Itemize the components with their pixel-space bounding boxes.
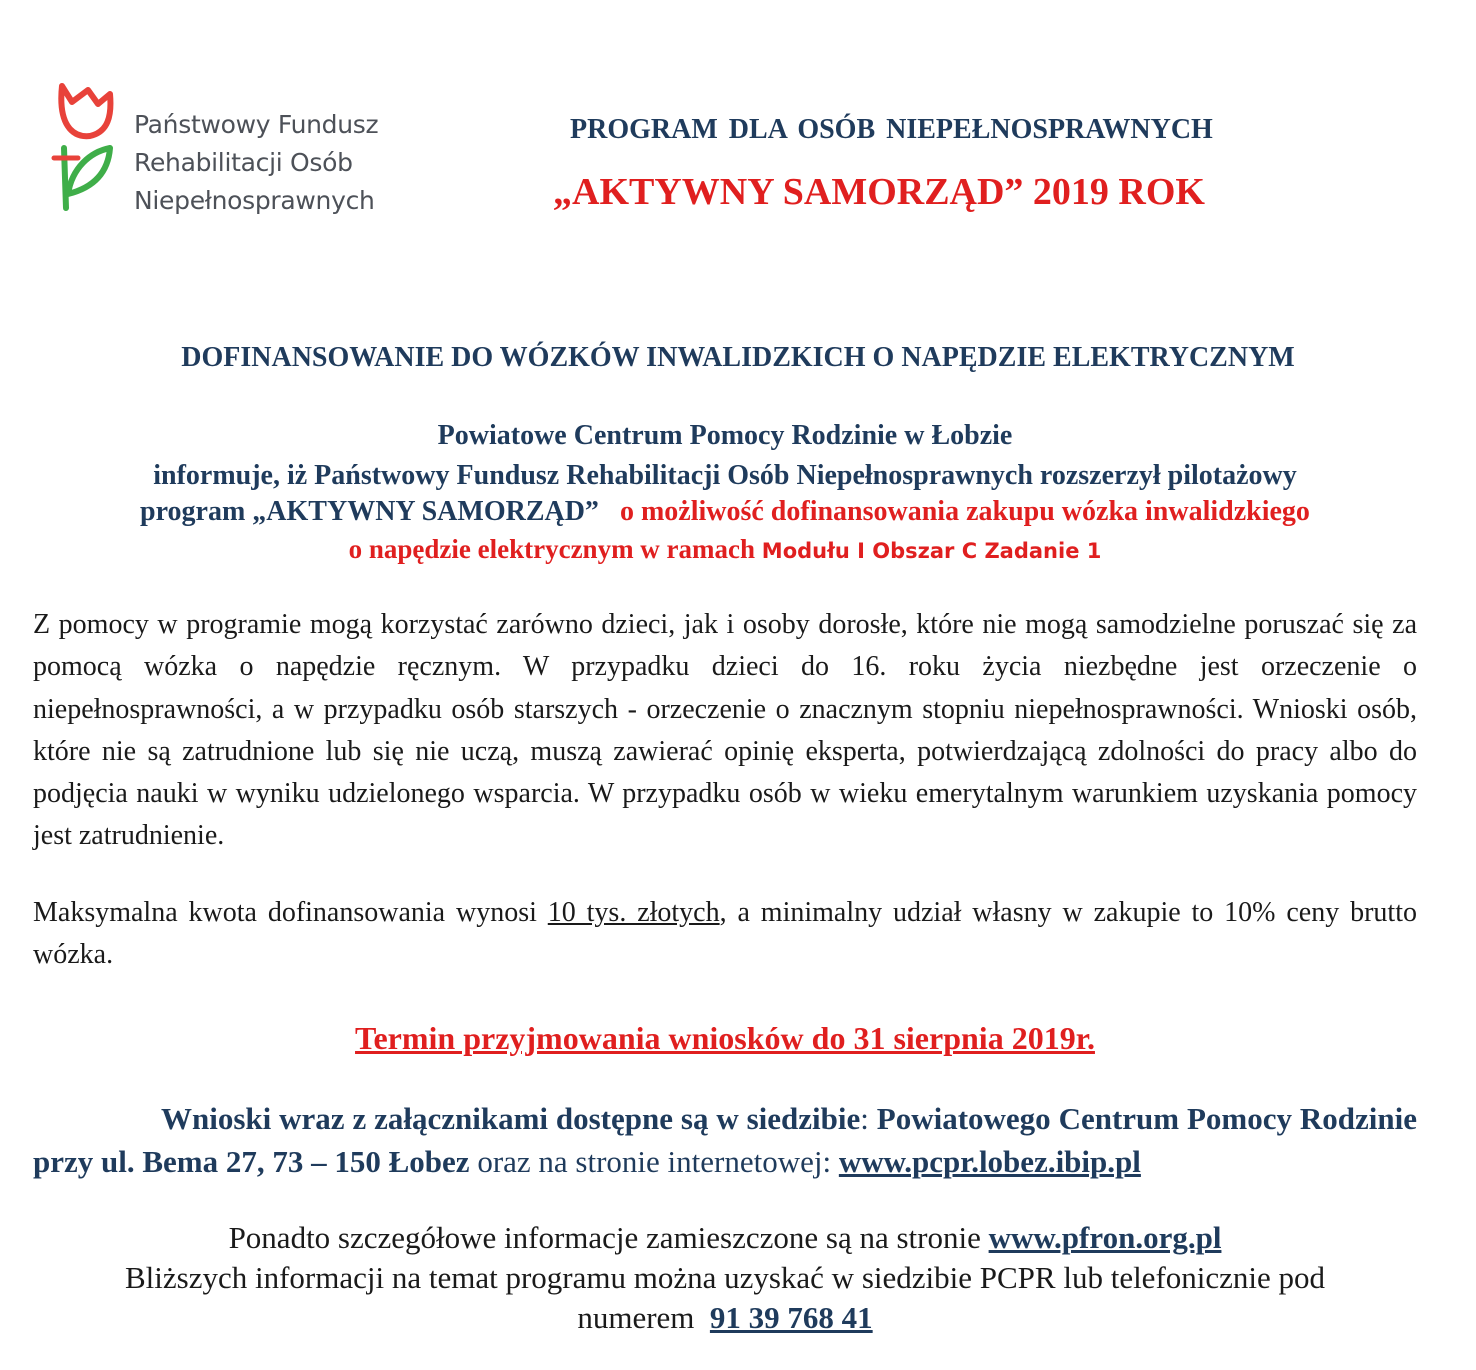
intro-line-4 [0,534,1450,565]
intro-module-text: Modułu I Obszar C Zadanie 1 [761,539,1102,563]
program-name-heading: „AKTYWNY SAMORZĄD” 2019 ROK [553,171,1205,213]
eligibility-paragraph: Z pomocy w programie mogą korzystać zarówno dzieci, jak i osoby dorosłe, które nie mogą samodzielne poruszać się za pomocą wózka o napędzie ręcznym. W przypadku dzieci do 16. roku życia niezbędne jest orzeczenie o niepełnosprawności, a w przypadku osób starszych - orzeczenie o znacznym stopniu niepełnosprawności. Wnioski osób, które nie są zatrudnione lub się nie uczą, muszą zawierać opinię eksperta, potwierdzającą zdolności do pracy albo do podjęcia nauki w wyniku udzielonego wsparcia. W przypadku osób w wieku emerytalnym warunkiem uzyskania pomocy jest zatrudnienie. [33,609,1417,852]
logo-line-1: Państwowy Fundusz [134,110,379,139]
phone-label: numerem [577,1300,695,1335]
intro-line-1: Powiatowe Centrum Pomocy Rodzinie w Łobzie [437,420,1013,451]
logo-text [134,106,378,220]
pfron-website-link[interactable]: www.pfron.org.pl [988,1220,1222,1255]
applications-address: Powiatowego Centrum Pomocy Rodzinie przy ul. Bema 27, 73 – 150 Łobez [33,1101,1417,1179]
intro-program-name: program „AKTYWNY SAMORZĄD” [140,496,599,527]
intro-line-2: informuje, iż Państwowy Fundusz Rehabilitacji Osób Niepełnosprawnych rozszerzył pilotażowy [153,460,1297,491]
logo-line-2: Rehabilitacji Osób [134,148,353,177]
max-amount: 10 tys. złotych [547,897,720,928]
intro-drive-text: o napędzie elektrycznym w ramach [348,534,756,564]
intro-line-3 [0,496,1450,528]
intro-funding-text: o możliwość dofinansowania zakupu wózka inwalidzkiego [619,496,1310,527]
logo-line-3: Niepełnosprawnych [134,186,375,215]
more-info-line-1 [0,1218,1450,1258]
more-info-line-3 [0,1298,1450,1338]
applications-colon: : [860,1101,869,1136]
deadline-notice: Termin przyjmowania wniosków do 31 sierpnia 2019r. [355,1020,1095,1056]
more-info [0,1218,1450,1338]
amount-after: , a minimalny udział własny w zakupie to 10% ceny brutto wózka. [33,897,1417,971]
pfron-logo [50,76,430,216]
phone-number-link[interactable]: 91 39 768 41 [709,1300,873,1335]
section-title: DOFINANSOWANIE DO WÓZKÓW INWALIDZKICH O NAPĘDZIE ELEKTRYCZNYM [181,342,1295,373]
program-heading: PROGRAM DLA OSÓB NIEPEŁNOSPRAWNYCH [570,114,1213,145]
amount-paragraph [33,892,1417,977]
applications-paragraph [33,1097,1417,1183]
pcpr-website-link[interactable]: www.pcpr.lobez.ibip.pl [838,1144,1141,1179]
tulip-logo-icon [50,76,130,216]
more-info-text-1: Ponadto szczegółowe informacje zamieszczone są na stronie [228,1220,981,1255]
applications-bold-1: Wnioski wraz z załącznikami dostępne są w siedzibie [161,1101,861,1136]
more-info-line-2: Bliższych informacji na temat programu można uzyskać w siedzibie PCPR lub telefonicznie pod [124,1260,1326,1295]
amount-before: Maksymalna kwota dofinansowania wynosi [33,897,537,928]
applications-website-text: oraz na stronie internetowej: [477,1144,832,1179]
